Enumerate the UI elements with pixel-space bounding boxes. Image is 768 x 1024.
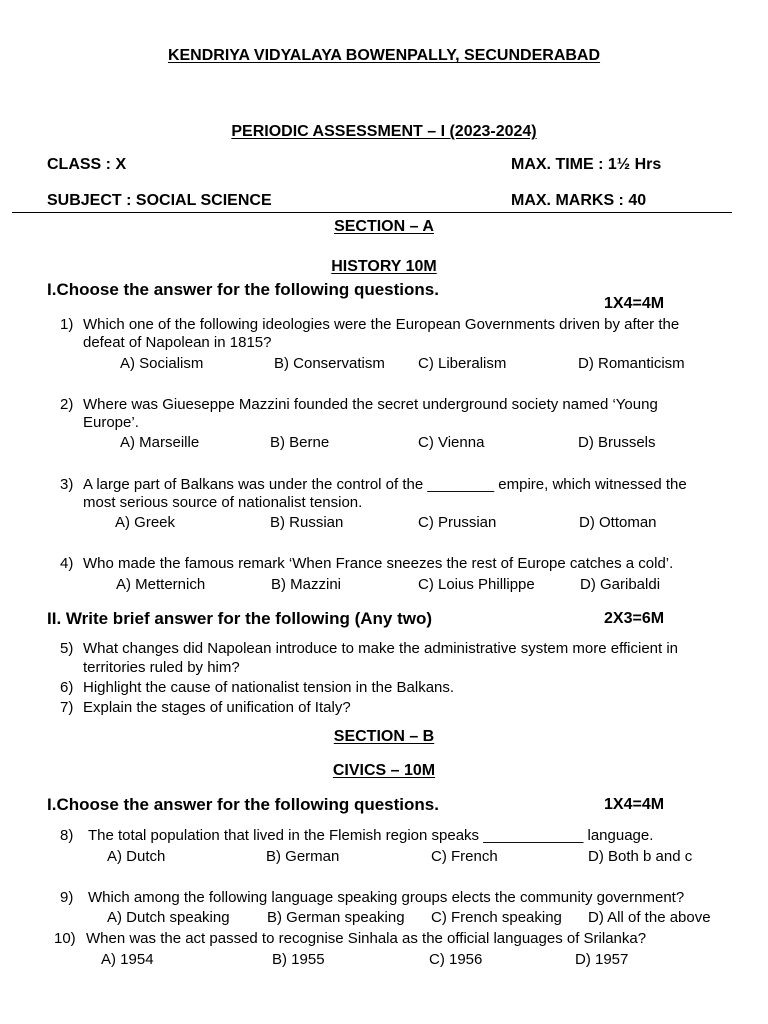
question-number: 10) [54,930,76,947]
section-b-title: SECTION – B [333,728,435,745]
option-a: A) 1954 [101,951,154,968]
option-b: B) Conservatism [274,355,385,372]
option-d: D) Romanticism [578,355,685,372]
question-number: 4) [60,555,74,572]
part1-marks: 1X4=4M [604,295,665,312]
question-text: What changes did Napolean introduce to make the administrative system more efficient in [83,640,679,657]
question-text: When was the act passed to recognise Sinhala as the official languages of Srilanka? [86,930,647,947]
question-number: 6) [60,679,74,696]
part1-marks: 1X4=4M [604,796,665,813]
civics-heading: CIVICS – 10M [332,762,436,779]
question-number: 7) [60,699,74,716]
history-heading: HISTORY 10M [331,258,437,275]
option-b: B) Mazzini [271,576,342,593]
option-d: D) Ottoman [579,514,657,531]
header-divider [12,212,732,213]
option-c: C) French [431,848,498,865]
option-b: B) German [266,848,340,865]
question-text-cont: Europe’. [83,414,139,431]
question-number: 3) [60,476,74,493]
question-text: Highlight the cause of nationalist tension in the Balkans. [83,679,455,696]
part1-heading: I.Choose the answer for the following questions. [47,795,439,814]
option-a: A) Dutch speaking [107,909,230,926]
option-a: A) Socialism [120,355,204,372]
question-text-cont: territories ruled by him? [83,659,240,676]
exam-title: PERIODIC ASSESSMENT – I (2023-2024) [231,123,537,140]
option-c: C) Prussian [418,514,497,531]
marks-label: MAX. MARKS : 40 [511,192,647,209]
option-d: D) 1957 [575,951,629,968]
option-d: D) Garibaldi [580,576,661,593]
option-a: A) Marseille [120,434,200,451]
option-d: D) Both b and c [588,848,693,865]
part2-marks: 2X3=6M [604,610,665,627]
option-b: B) 1955 [272,951,325,968]
question-number: 1) [60,316,74,333]
option-b: B) Russian [270,514,344,531]
question-number: 8) [60,827,74,844]
option-d: D) Brussels [578,434,656,451]
class-label: CLASS : X [47,156,127,173]
option-a: A) Greek [115,514,176,531]
question-text: Which among the following language speaking groups elects the community government? [88,889,685,906]
question-number: 5) [60,640,74,657]
question-text: Who made the famous remark ‘When France sneezes the rest of Europe catches a cold’. [83,555,674,572]
question-text: Which one of the following ideologies were the European Governments driven by after the [83,316,680,333]
part1-heading: I.Choose the answer for the following questions. [47,280,439,299]
option-c: C) Vienna [418,434,485,451]
option-c: C) French speaking [431,909,562,926]
option-c: C) Loius Phillippe [418,576,535,593]
time-label: MAX. TIME : 1½ Hrs [511,156,662,173]
option-c: C) Liberalism [418,355,507,372]
part2-heading: II. Write brief answer for the following (Any two) [47,609,433,628]
section-a-title: SECTION – A [334,218,434,235]
question-text: The total population that lived in the Flemish region speaks ____________ language. [88,827,654,844]
question-text-cont: defeat of Napolean in 1815? [83,334,272,351]
question-text: Where was Giueseppe Mazzini founded the secret underground society named ‘Young [83,396,658,413]
question-text-cont: most serious source of nationalist tension. [83,494,363,511]
option-b: B) Berne [270,434,330,451]
subject-label: SUBJECT : SOCIAL SCIENCE [47,192,272,209]
question-text: Explain the stages of unification of Italy? [83,699,351,716]
option-d: D) All of the above [588,909,711,926]
question-text: A large part of Balkans was under the control of the ________ empire, which witnessed the [83,476,687,493]
question-number: 9) [60,889,74,906]
option-a: A) Dutch [107,848,166,865]
option-a: A) Metternich [116,576,206,593]
school-name: KENDRIYA VIDYALAYA BOWENPALLY, SECUNDERABAD [167,47,601,64]
option-c: C) 1956 [429,951,483,968]
option-b: B) German speaking [267,909,405,926]
question-number: 2) [60,396,74,413]
